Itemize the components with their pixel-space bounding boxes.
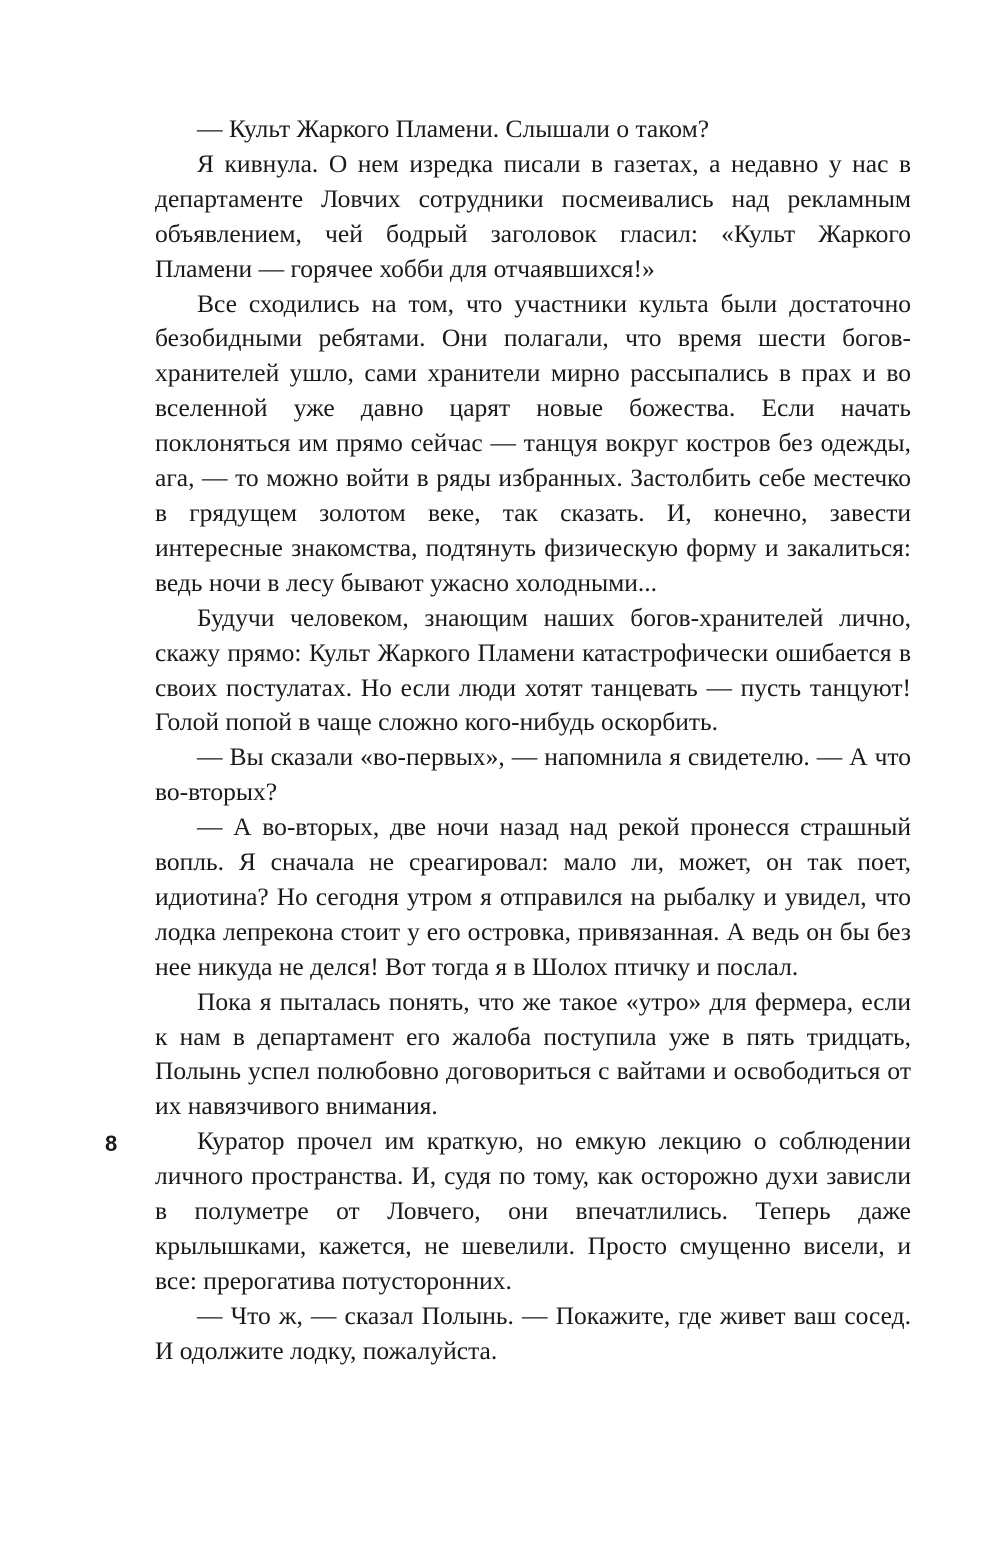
- paragraph-4: Будучи человеком, знающим наших богов-хранителей лично, скажу прямо: Культ Жаркого Пламени катастрофически ошибается в своих постулатах. Но если люди хотят танцевать — пусть танцуют! Голой попой в чаще сложно кого-нибудь оскорбить.: [155, 602, 911, 737]
- paragraph-8: Куратор прочел им краткую, но емкую лекцию о соблюдении личного пространства. И, судя по тому, как осторожно духи зависли в полуметре от Ловчего, они впечатлились. Теперь даже крылышками, кажется, не шевелили. Просто смущенно висели, и все: прерогатива потусторонних.: [155, 1126, 911, 1295]
- paragraph-7: Пока я пыталась понять, что же такое «утро» для фермера, если к нам в департамент его жалоба поступила уже в пять тридцать, Полынь успел полюбовно договориться с вайтами и освободиться от их навязчивого внимания.: [155, 986, 911, 1121]
- paragraph-6: — А во-вторых, две ночи назад над рекой пронесся страшный вопль. Я сначала не среагировал: мало ли, может, он так поет, идиотина? Но сегодня утром я отправился на рыбалку и увидел, что лодка лепрекона стоит у его островка, привязанная. А ведь он бы без нее никуда не делся! Вот тогда я в Шолох птичку и послал.: [155, 812, 911, 981]
- page-number: 8: [105, 1131, 118, 1156]
- body-text: [155, 112, 911, 1369]
- paragraph-1: — Культ Жаркого Пламени. Слышали о таком?: [197, 114, 710, 143]
- paragraph-9: — Что ж, — сказал Полынь. — Покажите, где живет ваш сосед. И одолжите лодку, пожалуйста.: [155, 1300, 911, 1365]
- paragraph-2: Я кивнула. О нем изредка писали в газетах, а недавно у нас в департаменте Ловчих сотрудники посмеивались над рекламным объявлением, чей бодрый заголовок гласил: «Культ Жаркого Пламени — горячее хобби для отчаявшихся!»: [155, 148, 911, 283]
- paragraph-5: — Вы сказали «во-первых», — напомнила я свидетелю. — А что во-вторых?: [155, 742, 911, 807]
- paragraph-3: Все сходились на том, что участники культа были достаточно безобидными ребятами. Они полагали, что время шести богов-хранителей ушло, сами хранители мирно рассыпались в прах и во вселенной уже давно царят новые божества. Если начать поклоняться им прямо сейчас — танцуя вокруг костров без одежды, ага, — то можно войти в ряды избранных. Застолбить себе местечко в грядущем золотом веке, так сказать. И, конечно, завести интересные знакомства, подтянуть физическую форму и закалиться: ведь ночи в лесу бывают ужасно холодными...: [155, 288, 911, 597]
